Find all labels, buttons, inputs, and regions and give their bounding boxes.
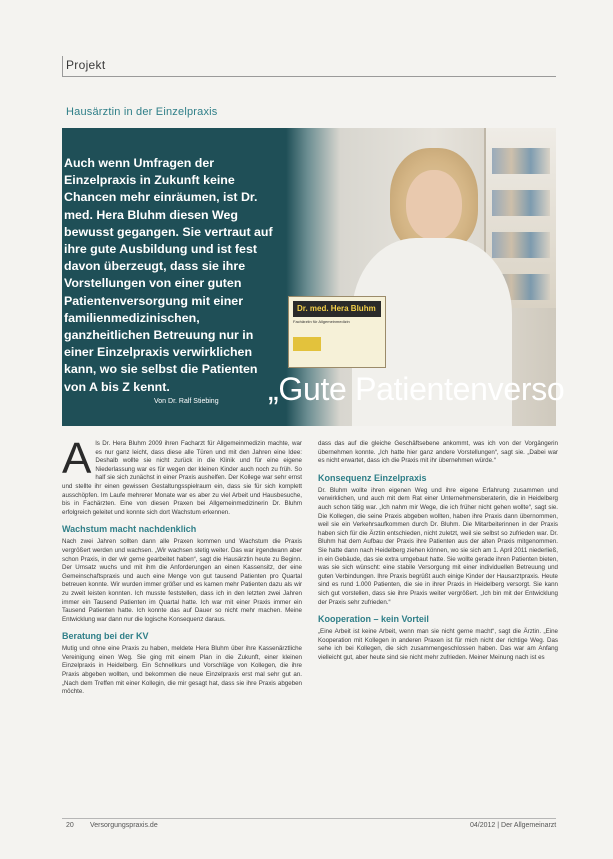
shelf-books (492, 148, 550, 174)
rubric-rule (62, 76, 556, 77)
body-paragraph: ls Dr. Hera Bluhm 2009 ihren Facharzt für Allgemeinmedizin machte, war es nur ganz leicht, dass diese alle Türen und mit den Jahren eine Idee: Deshalb wollte sie nicht zurück in die Klinik und für eine eigene Niederlassung war es für wegen der kleinen Kinder auch noch zu früh. So half sie sich zunächst in einer Praxis aushelfen. Der Kollege war sehr ernst und stellte ihr einen gewissen Gestaltungsspielraum ein, dass sie für sich komplett ausschöpfen. Im Laufe mehrerer Monate war es aber zu viel Arbeit und Hausbesuche, bis in Fachärzten. Eine von diesen Praxen bei Allgemeinmedizinerin Dr. Bluhm erfolgreich geleitet und konnte sich dort Wachstum erkennen. (62, 440, 302, 516)
name-sign-accent (293, 337, 321, 351)
article-headline: „Gute Patientenverso (268, 371, 565, 407)
body-paragraph: Nach zwei Jahren sollten dann alle Praxen kommen und Wachstum die Praxis vergrößert werden und wachsen. „Wir wachsen stetig weiter. Das war irgendwann aber schon Praxis, in der wir gerne gearbeitet haben“, sagt die Hausärztin heute zu Beginn. Der Umsatz wuchs und mit ihm die Anforderungen an einen Kassensitz, der eine Gemeinschaftspraxis und auch eine Menge von gut tausend Patienten pro Quartal betreuen konnte. Wir wurden immer größer und es kamen mehr Patienten dazu als wir zu zweit leisten konnten. Ich musste feststellen, dass ich in den letzten zwei Jahren immer ein Tausend Patienten im Quartal hatte. Ich war mit einer Praxis immer ein Tausend Patienten hatte. Ich konnte das auf Dauer so nicht mehr machen. Meine Entwicklung war dann nur die logische Konsequenz daraus. (62, 538, 302, 623)
subhead-wachstum: Wachstum macht nachdenklich (62, 524, 197, 535)
name-sign-title: Dr. med. Hera Bluhm (293, 301, 381, 317)
rubric-tick (62, 56, 63, 76)
rubric-label: Projekt (66, 58, 106, 72)
body-paragraph: dass das auf die gleiche Geschäftsebene ankommt, was ich von der Vorgängerin übernehmen konnte. „Ich hatte hier ganz andere Vorstellungen“, sagt sie. „Dabei war es nicht erwartet, dass ich die Praxis mit ihr übernehmen würde.“ (318, 440, 558, 465)
body-paragraph: „Eine Arbeit ist keine Arbeit, wenn man sie nicht gerne macht“, sagt die Ärztin. „Eine Kooperation mit Kollegen in anderen Praxen ist für mich nicht der richtige Weg. Das sehe ich bei Kollegen, die sich zusammengeschlossen haben. Das war am Anfang vielleicht gut, aber heute sind sie nicht mehr zufrieden. Meiner Meinung nach ist es (318, 628, 558, 661)
intro-text: Auch wenn Umfragen der Einzelpraxis in Zukunft keine Chancen mehr einräumen, ist Dr. med. Hera Bluhm diesen Weg bewusst gegangen. Sie vertraut auf ihre gute Ausbildung und ist fest davon überzeugt, dass sie ihre Vorstellungen von einer guten Patientenversorgung mit einer familienmedizinischen, ganzheitlichen Betreuung nur in einer Einzelpraxis verwirklichen kann, wo sie selbst die Patienten von A bis Z kennt. (64, 156, 273, 394)
shelf-books (492, 190, 550, 216)
drop-cap: A (62, 434, 92, 483)
subhead-beratung: Beratung bei der KV (62, 631, 149, 642)
subhead-konsequenz: Konsequenz Einzelpraxis (318, 472, 427, 483)
author-byline: Von Dr. Ralf Stiebing (154, 398, 219, 405)
body-column-right (318, 440, 558, 664)
name-sign-subtitle: Fachärztin für Allgemeinmedizin (293, 319, 350, 324)
tagline: Hausärztin in der Einzelpraxis (66, 106, 218, 118)
body-paragraph: Dr. Bluhm wollte ihren eigenen Weg und ihre eigene Erfahrung zusammen und verwirklichen, und auch mit dem Rat einer Unternehmensberaterin, die in Heidelberg auch schon tätig war. „Ich nahm mir Wege, die ich früher nicht gehen wollte“, sagt sie. Die Kollegen, die seine Praxis abgeben wollten, haben ihre Praxis dann übernommen, weil sie ein Verkehrsaufkommen durch Dr. Bluhm. Die Mitarbeiterinnen in der Praxis haben sich für die Ärztin entschieden, nicht zuletzt, weil sie selbst so zufrieden war. Dr. Bluhm hat dem Aufbau der Praxis ihre Patienten aus der alten Praxis mitgenommen. Sie hatte dann nach Heidelberg ziehen können, wo sie sich am 1. April 2011 niederließ, in ein Gebäude, das sie extra umgebaut hatte. Sie wollte gerade ihren Patienten bieten, was sie sich wünscht: eine stabile Versorgung mit einer individuellen Betreuung und guten Verbindungen. Ihre Praxis begrüßt auch einige Kinder der Hausarztpraxis. Heute sind es rund 1.000 Patienten, die sie in ihrer Praxis in Heidelberg versorgt. Sie kann sich gut vorstellen, dass sie ihre Praxis weiter vergrößert. „Ich bin mit der Entwicklung der Praxis sehr zufrieden.“ (318, 486, 558, 606)
shelf-books (492, 232, 550, 258)
body-column-left (62, 434, 302, 699)
name-sign (288, 296, 386, 368)
footer-rule (62, 818, 556, 819)
subhead-kooperation: Kooperation – kein Vorteil (318, 614, 429, 625)
footer-issue: 04/2012 | Der Allgemeinarzt (470, 822, 557, 829)
body-paragraph: Mutig und ohne eine Praxis zu haben, meldete Hera Bluhm über ihre Kassenärztliche Vereinigung einen Weg. Sie ging mit einem Plan in die Zukunft, einer kleinen Einzelpraxis in Heidelberg. Ein Schnellkurs und Vorschläge von Kollegen, die ihre Praxis abgeben wollten, und bekommen die neue Einzelpraxis erst mal sehr gut an. „Nach dem Treffen mit einer Kollegin, die mir gesagt hat, dass sie ihre Praxis abgeben möchte. (62, 645, 302, 696)
page-number: 20 (66, 822, 74, 829)
footer-magazine: Versorgungspraxis.de (90, 822, 158, 829)
person-face (406, 170, 462, 240)
